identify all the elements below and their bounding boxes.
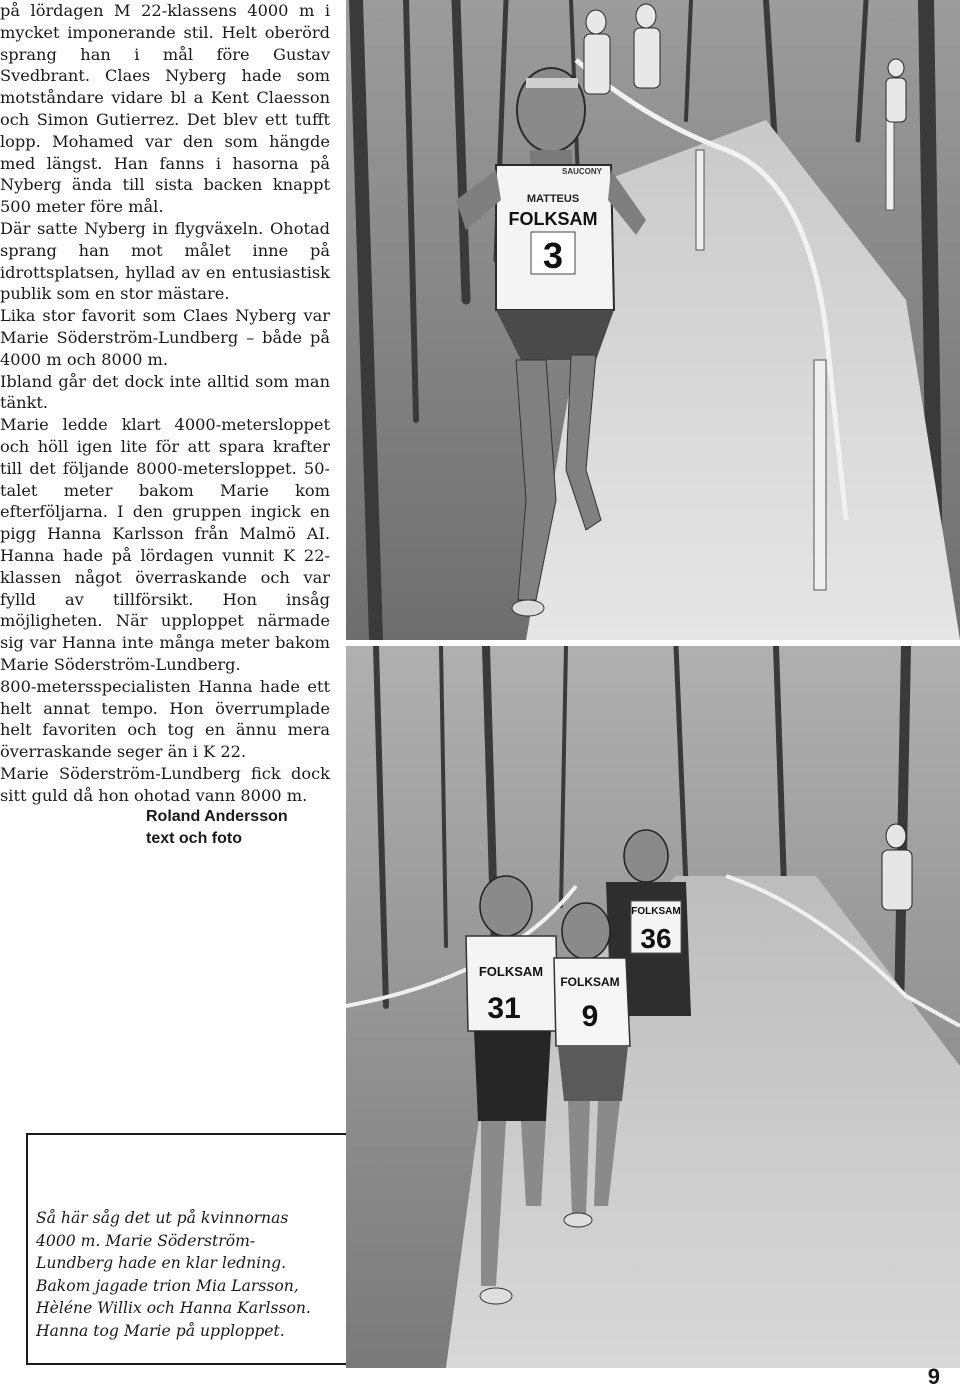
- runner-left-bib: 31: [487, 992, 521, 1025]
- article-paragraph-3: Lika stor favorit som Claes Nyberg var Marie Söderström-Lundberg – både på 4000 m och 8000 m.: [0, 306, 330, 369]
- page-number: 9: [927, 1364, 940, 1389]
- photo-caption: Så här såg det ut på kvinnornas 4000 m. Marie Söderström-Lundberg hade en klar ledning. Bakom jagade trion Mia Larsson, Hèléne Willix och Hanna Karlsson. Hanna tog Marie på upploppet.: [36, 1209, 311, 1340]
- article-paragraph-7: Marie Söderström-Lundberg fick dock sitt guld då hon ohotad vann 8000 m.: [0, 763, 330, 805]
- runner-right-brand: FOLKSAM: [631, 906, 681, 917]
- byline-role: text och foto: [146, 830, 242, 848]
- article-column: [0, 0, 330, 850]
- article-paragraph-1: på lördagen M 22-klassens 4000 m i mycket imponerande stil. Helt oberörd sprang han i mål före Gustav Svedbrant. Claes Nyberg hade som motståndare vidare bl a Kent Claesson och Simon Gutierrez. Det blev ett tufft lopp. Mohamed var den som hängde med längst. Han fanns i hasorna på Nyberg ända till sista backen knappt 500 meter före mål.: [0, 1, 330, 217]
- photo-lead-runner-image: [346, 0, 960, 640]
- photo-lead-runner: [346, 0, 960, 640]
- runner-mid-bib: 9: [581, 1000, 599, 1033]
- article-paragraph-4: Ibland går det dock inte alltid som man tänkt.: [0, 371, 330, 413]
- runner-mid-brand: FOLKSAM: [560, 975, 620, 989]
- photo-chasing-trio-image: [346, 646, 960, 1368]
- article-paragraph-2: Där satte Nyberg in flygväxeln. Ohotad sprang han mot målet inne på idrottsplatsen, hyllad av en entusiastisk publik som en stor mästare.: [0, 218, 330, 304]
- bib-club: MATTEUS: [526, 193, 580, 205]
- runner-right-bib: 36: [640, 923, 672, 954]
- runner-left-brand: FOLKSAM: [478, 964, 544, 979]
- photo-chasing-trio: [346, 646, 960, 1368]
- top-brand: SAUCONY: [561, 167, 603, 176]
- article-paragraph-6: 800-metersspecialisten Hanna hade ett helt annat tempo. Hon överrumplade helt favoriten och tog en ännu mera överraskande seger än i K 22.: [0, 676, 330, 762]
- byline-name: Roland Andersson: [146, 808, 288, 826]
- bib-number: 3: [542, 235, 564, 276]
- article-paragraph-5: Marie ledde klart 4000-metersloppet och höll igen lite för att spara krafter till det följande 8000-metersloppet. 50-talet meter bakom Marie kom efterföljarna. I den gruppen ingick en pigg Hanna Karlsson från Malmö AI. Hanna hade på lördagen vunnit K 22-klassen något överraskande och var fylld av tillförsikt. Hon insåg möjligheten. När upploppet närmade sig var Hanna inte många meter bakom Marie Söderström-Lundberg.: [0, 415, 330, 674]
- bib-brand: FOLKSAM: [508, 209, 598, 229]
